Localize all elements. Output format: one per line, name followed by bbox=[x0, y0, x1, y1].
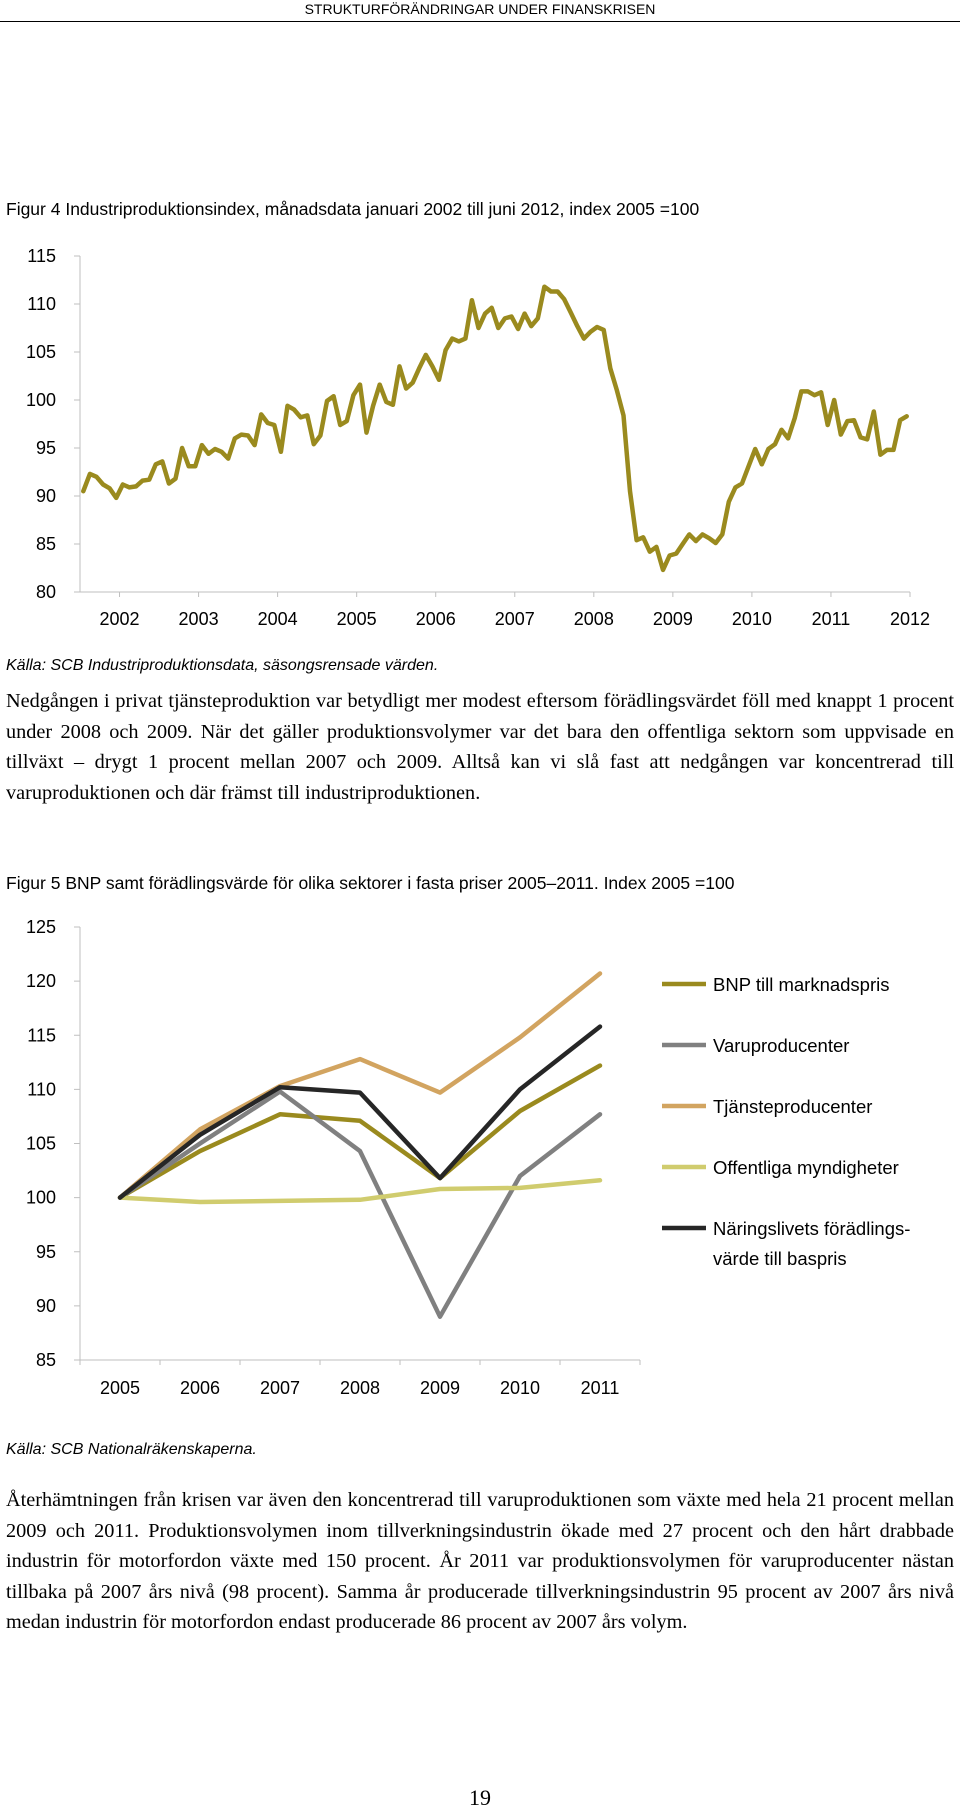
figure-4-caption: Figur 4 Industriproduktionsindex, månadsdata januari 2002 till juni 2012, index 2005 =100 bbox=[6, 199, 700, 219]
legend-label: Tjänsteproducenter bbox=[713, 1096, 873, 1117]
running-header: STRUKTURFÖRÄNDRINGAR UNDER FINANSKRISEN bbox=[304, 1, 656, 17]
x-tick-label: 2003 bbox=[178, 609, 219, 629]
x-tick-label: 2006 bbox=[415, 609, 456, 629]
x-tick-label: 2006 bbox=[179, 1378, 221, 1398]
header-rule bbox=[0, 21, 960, 22]
industrial-production-line bbox=[83, 287, 906, 570]
x-tick-label: 2009 bbox=[652, 609, 693, 629]
y-tick-label: 90 bbox=[35, 486, 56, 506]
x-tick-label: 2002 bbox=[99, 609, 140, 629]
y-tick-label: 85 bbox=[35, 534, 56, 554]
figure-5-caption: Figur 5 BNP samt förädlingsvärde för olika sektorer i fasta priser 2005–2011. Index 2005 =100 bbox=[6, 873, 735, 893]
series-line-1 bbox=[120, 1092, 600, 1317]
x-tick-label: 2005 bbox=[99, 1378, 141, 1398]
y-tick-label: 90 bbox=[35, 1295, 56, 1316]
x-tick-label: 2012 bbox=[889, 609, 931, 629]
figure-5-chart bbox=[0, 905, 960, 1415]
body-paragraph-2: Återhämtningen från krisen var även den koncentrerad till varuproduktionen som växte med hela 21 procent mellan 2009 och 2011. Produktionsvolymen inom tillverkningsindustrin ökade med 27 procent och den hårt drabbade industrin för motorfordon växte med 150 procent. År 2011 var produktionsvolymen för varuproducenter nästan tillbaka på 2007 års nivå (98 procent). Samma år producerade tillverkningsindustrin 95 procent av 2007 års nivå medan industrin för motorfordon endast producerade 86 procent av 2007 års volym. bbox=[6, 1489, 954, 1633]
y-tick-label: 100 bbox=[25, 390, 56, 410]
y-tick-label: 120 bbox=[25, 971, 56, 992]
x-tick-label: 2005 bbox=[336, 609, 377, 629]
figure-4-chart bbox=[0, 232, 960, 672]
figure-4-source: Källa: SCB Industriproduktionsdata, säsongsrensade värden. bbox=[6, 657, 439, 674]
x-tick-label: 2008 bbox=[573, 609, 614, 629]
x-tick-label: 2004 bbox=[257, 609, 298, 629]
y-tick-label: 85 bbox=[35, 1350, 56, 1370]
x-tick-label: 2009 bbox=[419, 1378, 461, 1398]
y-tick-label: 110 bbox=[27, 294, 56, 314]
y-tick-label: 100 bbox=[25, 1187, 56, 1208]
legend-label: BNP till marknadspris bbox=[713, 974, 890, 995]
series-line-3 bbox=[120, 1180, 600, 1202]
x-tick-label: 2007 bbox=[494, 609, 535, 629]
y-tick-label: 105 bbox=[25, 1133, 56, 1154]
y-tick-label: 95 bbox=[35, 438, 56, 458]
x-tick-label: 2008 bbox=[339, 1378, 381, 1398]
legend-label: värde till baspris bbox=[713, 1248, 847, 1269]
legend-label: Näringslivets förädlings- bbox=[713, 1218, 911, 1239]
body-paragraph-1: Nedgången i privat tjänsteproduktion var betydligt mer modest eftersom förädlingsvärdet föll med knappt 1 procent under 2008 och 2009. När det gäller produktionsvolymer var det bara den offentliga sektorn som uppvisade en tillväxt – drygt 1 procent mellan 2007 och 2009. Alltså kan vi slå fast att nedgången var koncentrerad till varuproduktionen och där främst till industriproduktionen. bbox=[6, 690, 954, 804]
y-tick-label: 115 bbox=[27, 246, 56, 266]
y-tick-label: 125 bbox=[25, 917, 56, 937]
x-tick-label: 2011 bbox=[811, 609, 851, 629]
figure-5-source: Källa: SCB Nationalräkenskaperna. bbox=[6, 1441, 257, 1458]
x-tick-label: 2007 bbox=[259, 1378, 301, 1398]
page-number: 19 bbox=[469, 1785, 491, 1810]
y-tick-label: 105 bbox=[25, 342, 56, 362]
y-tick-label: 115 bbox=[27, 1025, 56, 1046]
y-tick-label: 110 bbox=[27, 1079, 56, 1100]
legend-label: Varuproducenter bbox=[713, 1035, 850, 1056]
x-tick-label: 2011 bbox=[580, 1378, 620, 1398]
y-tick-label: 80 bbox=[35, 582, 56, 602]
legend-label: Offentliga myndigheter bbox=[713, 1157, 899, 1178]
y-tick-label: 95 bbox=[35, 1241, 56, 1262]
x-tick-label: 2010 bbox=[731, 609, 772, 629]
x-tick-label: 2010 bbox=[499, 1378, 541, 1398]
